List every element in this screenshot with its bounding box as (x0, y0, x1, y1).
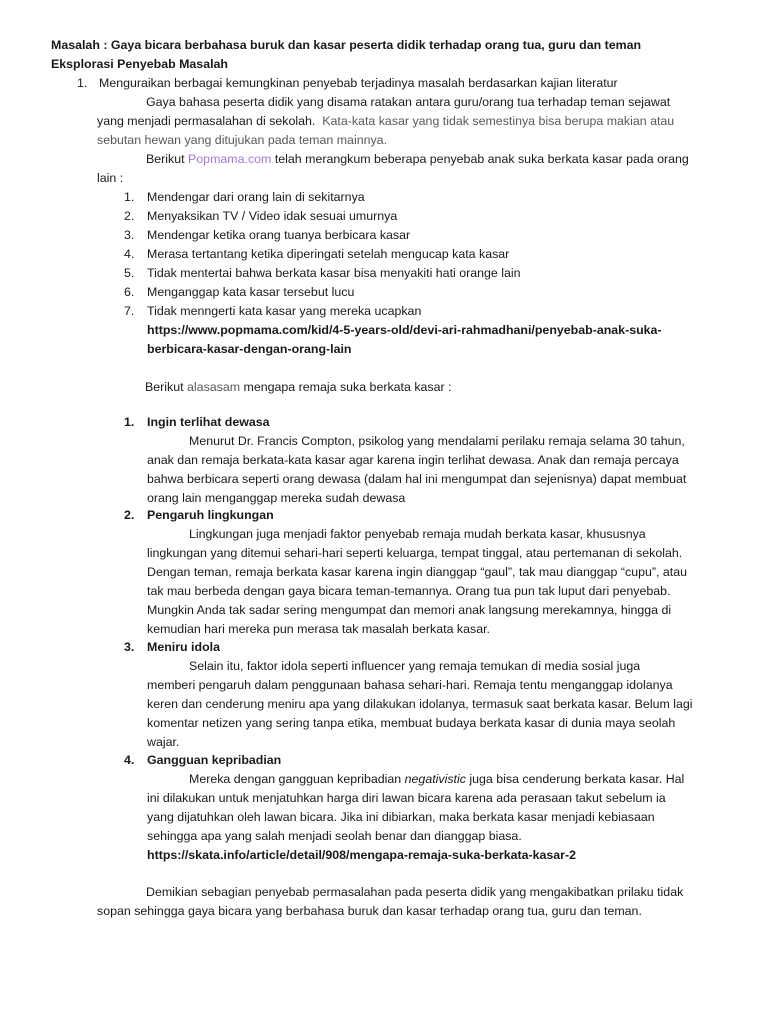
list-item (124, 245, 521, 264)
intro-prefix: Berikut (145, 380, 184, 394)
list-item (124, 226, 521, 245)
berikut-line (146, 150, 689, 169)
exploration-heading: Eksplorasi Penyebab Masalah (51, 57, 228, 71)
berikut-continuation: lain : (97, 171, 124, 185)
cause-list (124, 188, 521, 321)
source-url-1-line-1[interactable]: https://www.popmama.com/kid/4-5-years-old/devi-ari-rahmadhani/penyebab-anak-suka- (147, 323, 662, 337)
intro-gray-word: alasasam (187, 380, 241, 394)
reason-2-line: tak mau berbeda dengan gaya bicara teman-temannya. Orang tua pun tak luput dari penyebab. (147, 584, 671, 598)
paragraph-1-gray-text: Kata-kata kasar yang tidak semestinya bisa berupa makian atau (322, 114, 675, 128)
list-item-text: Merasa tertantang ketika diperingati setelah mengucap kata kasar (147, 247, 510, 261)
reason-1-line: Menurut Dr. Francis Compton, psikolog yang mendalami perilaku remaja selama 30 tahun, (189, 434, 685, 448)
paragraph-1-text: yang menjadi permasalahan di sekolah. (97, 114, 316, 128)
reason-4-line-prefix: Mereka dengan gangguan kepribadian (189, 772, 402, 786)
reason-3-line: Selain itu, faktor idola seperti influencer yang remaja temukan di media sosial juga (189, 659, 641, 673)
list-item-number: 5. (124, 266, 135, 280)
list-item-number: 4. (124, 247, 135, 261)
paragraph-1-line-3: sebutan hewan yang ditujukan pada teman mainnya. (97, 133, 388, 147)
reason-1-line: bahwa berbicara seperti orang dewasa (dalam hal ini mengumpat dan sejenisnya) dapat membuat (147, 472, 687, 486)
reason-2-line: Mungkin Anda tak sadar sering mengumpat dan memori anak langsung merekamnya, hingga di (147, 603, 672, 617)
reason-3-line: memberi pengaruh dalam penggunaan bahasa sehari-hari. Remaja tentu menganggap idolanya (147, 678, 673, 692)
reason-1-title: Ingin terlihat dewasa (147, 415, 270, 429)
reason-3-number: 3. (124, 640, 135, 654)
reason-4-title: Gangguan kepribadian (147, 753, 282, 767)
reason-4-line-suffix: juga bisa cenderung berkata kasar. Hal (469, 772, 685, 786)
source-url-1-line-2[interactable]: berbicara-kasar-dengan-orang-lain (147, 342, 352, 356)
popmama-link[interactable]: Popmama.com (188, 152, 272, 166)
list-item-text: Menganggap kata kasar tersebut lucu (147, 285, 355, 299)
reason-3-title: Meniru idola (147, 640, 220, 654)
paragraph-1-line-1: Gaya bahasa peserta didik yang disama ratakan antara guru/orang tua terhadap teman sejawat (146, 95, 671, 109)
list-item-number: 7. (124, 304, 135, 318)
closing-line-2: sopan sehingga gaya bicara yang berbahasa buruk dan kasar terhadap orang tua, guru dan teman. (97, 904, 642, 918)
reason-2-title: Pengaruh lingkungan (147, 508, 274, 522)
berikut-suffix: telah merangkum beberapa penyebab anak suka berkata kasar pada orang (274, 152, 689, 166)
problem-title: Masalah : Gaya bicara berbahasa buruk dan kasar peserta didik terhadap orang tua, guru dan teman (51, 38, 642, 52)
reason-2-number: 2. (124, 508, 135, 522)
reason-2-line: lingkungan yang ditemui sehari-hari seperti keluarga, tempat tinggal, atau pertemanan di sekolah. (147, 546, 683, 560)
section-2-intro (145, 378, 452, 397)
section-1-title: Menguraikan berbagai kemungkinan penyebab terjadinya masalah berdasarkan kajian literatur (99, 76, 618, 90)
list-item (124, 207, 521, 226)
negativistic-term: negativistic (404, 772, 466, 786)
reason-4-number: 4. (124, 753, 135, 767)
list-item-number: 2. (124, 209, 135, 223)
section-1-number: 1. (77, 76, 88, 90)
source-url-2[interactable]: https://skata.info/article/detail/908/mengapa-remaja-suka-berkata-kasar-2 (147, 848, 577, 862)
reason-1-line: orang lain menganggap mereka sudah dewasa (147, 491, 406, 505)
list-item-number: 3. (124, 228, 135, 242)
reason-1-line: anak dan remaja berkata-kata kasar agar karena ingin terlihat dewasa. Anak dan remaja percaya (147, 453, 679, 467)
reason-2-line: kemudian hari mereka pun merasa tak masalah berkata kasar. (147, 622, 490, 636)
list-item (124, 302, 521, 321)
reason-2-line: Dengan teman, remaja berkata kasar karena ingin dianggap “gaul”, tak mau dianggap “cupu”, atau (147, 565, 688, 579)
reason-1-number: 1. (124, 415, 135, 429)
list-item-text: Mendengar ketika orang tuanya berbicara kasar (147, 228, 411, 242)
paragraph-1-line-2 (97, 112, 674, 131)
reason-4-line (189, 770, 684, 789)
reason-3-line: wajar. (147, 735, 180, 749)
list-item-number: 1. (124, 190, 135, 204)
berikut-prefix: Berikut (146, 152, 185, 166)
reason-4-line: ini dilakukan untuk menjatuhkan harga diri lawan bicara karena ada perasaan takut sebelum ia (147, 791, 666, 805)
list-item (124, 188, 521, 207)
list-item-number: 6. (124, 285, 135, 299)
reason-3-line: keren dan cenderung meniru apa yang dilakukan idolanya, termasuk saat berkata kasar. Belum lagi (147, 697, 693, 711)
reason-4-line: yang dijatuhkan oleh lawan bicara. Jika ini dibiarkan, maka berkata kasar menjadi kebiasaan (147, 810, 655, 824)
list-item (124, 283, 521, 302)
list-item-text: Tidak menngerti kata kasar yang mereka ucapkan (147, 304, 422, 318)
intro-suffix: mengapa remaja suka berkata kasar : (243, 380, 452, 394)
list-item-text: Mendengar dari orang lain di sekitarnya (147, 190, 365, 204)
list-item (124, 264, 521, 283)
reason-2-line: Lingkungan juga menjadi faktor penyebab remaja mudah berkata kasar, khususnya (189, 527, 646, 541)
list-item-text: Tidak mentertai bahwa berkata kasar bisa menyakiti hati orange lain (147, 266, 521, 280)
closing-line-1: Demikian sebagian penyebab permasalahan pada peserta didik yang mengakibatkan prilaku tidak (146, 885, 684, 899)
reason-4-line: sehingga apa yang salah menjadi seolah benar dan dianggap biasa. (147, 829, 522, 843)
reason-3-line: komentar netizen yang sering tanpa etika, membuat budaya berkata kasar di dunia maya seolah (147, 716, 676, 730)
list-item-text: Menyaksikan TV / Video idak sesuai umurnya (147, 209, 398, 223)
